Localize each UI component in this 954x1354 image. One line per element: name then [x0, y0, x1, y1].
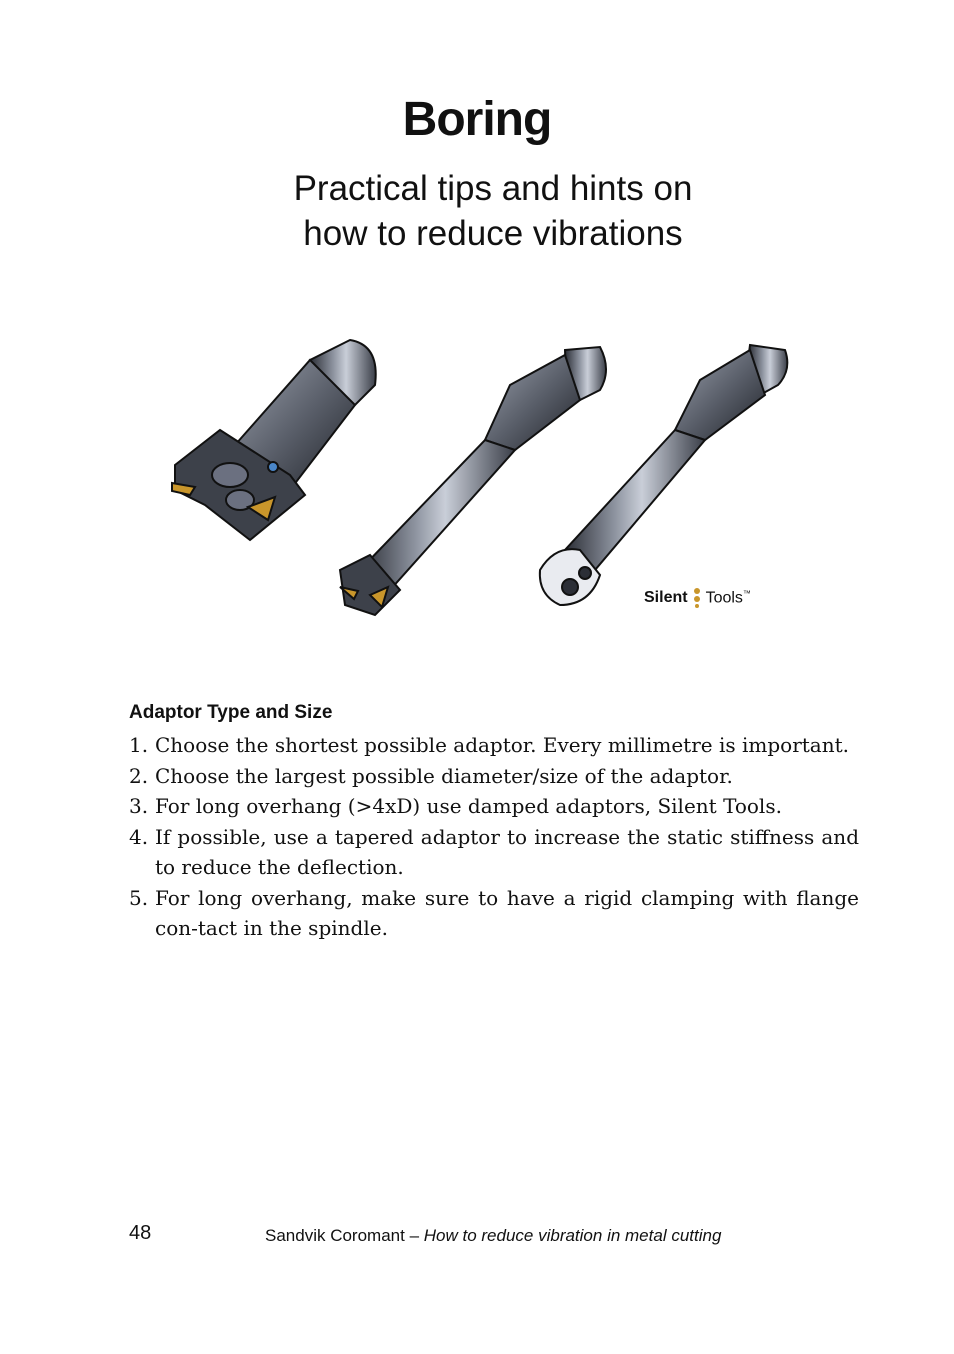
logo-product-text: Tools	[705, 589, 743, 607]
short-adaptor-tool	[172, 340, 376, 540]
item-number: 4.	[129, 824, 149, 849]
page-title: Boring	[402, 93, 552, 146]
item-text: For long overhang, make sure to have a rigid clamping with flange con-tact in the spindle.	[155, 885, 859, 940]
page-subtitle	[0, 166, 954, 256]
item-number: 3.	[129, 794, 149, 818]
footer-book-title: How to reduce vibration in metal cutting	[423, 1226, 722, 1245]
subtitle-line-1: Practical tips and hints on	[293, 169, 693, 208]
item-number: 2.	[129, 763, 149, 788]
list-item	[129, 761, 859, 792]
section-heading: Adaptor Type and Size	[129, 702, 333, 723]
item-text: For long overhang (>4xD) use damped adaptors, Silent Tools.	[155, 794, 782, 818]
list-item	[129, 730, 859, 761]
logo-product	[706, 589, 751, 607]
boring-tools-illustration	[160, 325, 820, 625]
subtitle-line-2: how to reduce vibrations	[303, 214, 683, 253]
silent-tools-logo	[644, 588, 751, 608]
trademark-mark: ™	[742, 588, 751, 598]
item-text: If possible, use a tapered adaptor to increase the static stiffness and to reduce the deflection.	[155, 824, 859, 879]
list-item	[129, 791, 859, 822]
item-text: Choose the largest possible diameter/size of the adaptor.	[155, 763, 733, 788]
tips-list	[129, 730, 859, 944]
logo-brand: Silent	[644, 589, 688, 606]
logo-dots-icon	[694, 588, 700, 608]
list-item	[129, 822, 859, 883]
page-number: 48	[129, 1222, 152, 1244]
item-text: Choose the shortest possible adaptor. Every millimetre is important.	[155, 733, 849, 757]
running-footer	[265, 1226, 721, 1246]
list-item	[129, 883, 859, 944]
footer-publisher: Sandvik Coromant –	[265, 1226, 424, 1245]
item-number: 1.	[129, 733, 149, 757]
item-number: 5.	[129, 885, 149, 910]
